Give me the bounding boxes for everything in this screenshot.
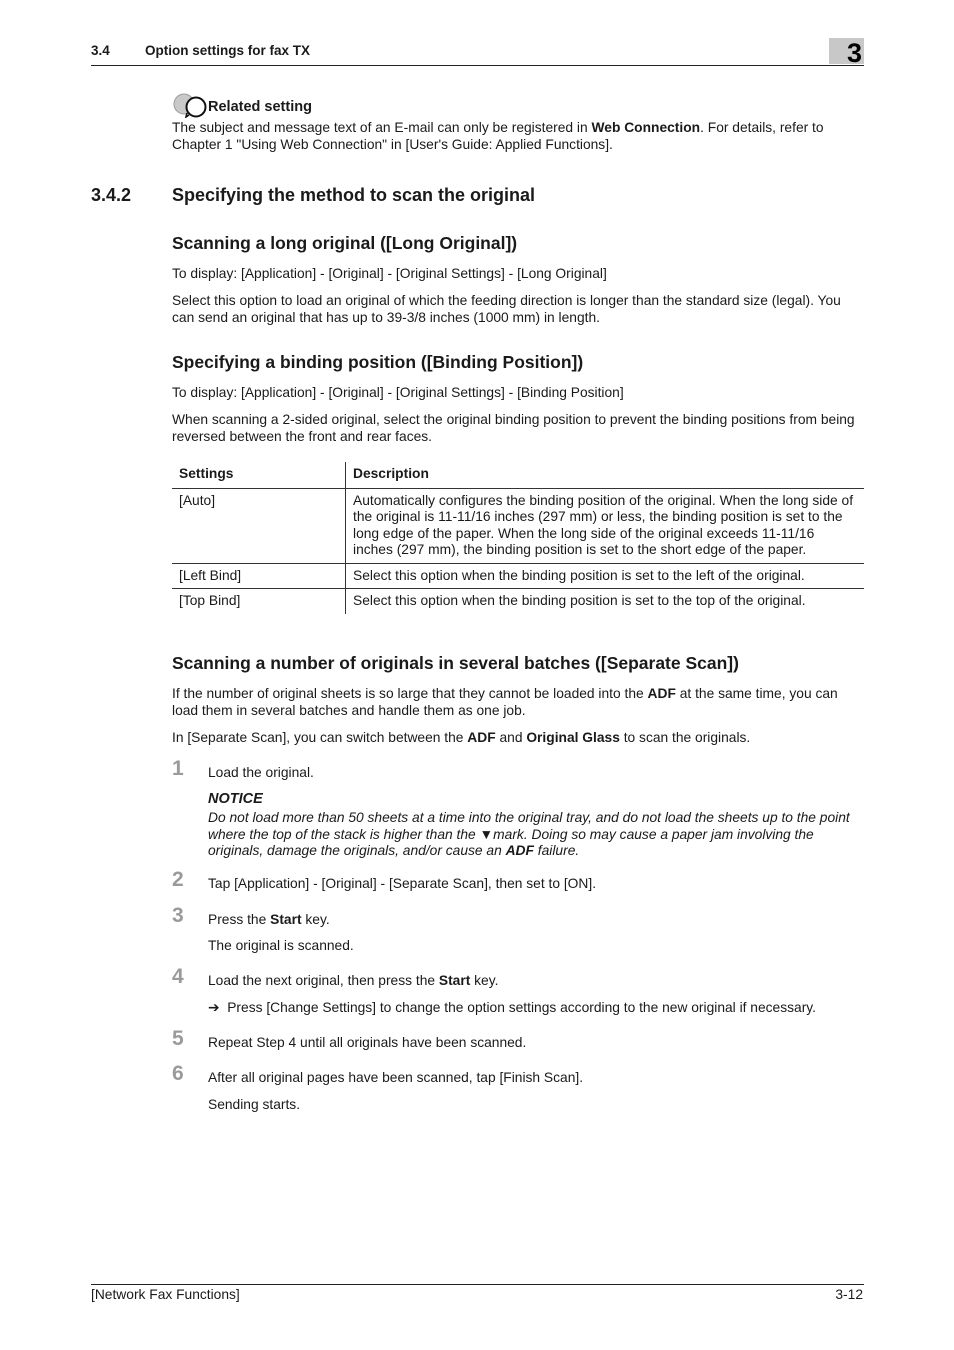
step-number: 1	[172, 757, 184, 780]
binding-position-description: When scanning a 2-sided original, select the original binding position to prevent the binding positions from being reversed between the front and rear faces.	[172, 412, 855, 444]
binding-settings-table	[172, 462, 864, 614]
section-title: Specifying the method to scan the original	[172, 185, 536, 205]
long-original-path: To display: [Application] - [Original] - [Original Settings] - [Long Original]	[172, 266, 607, 281]
step-number: 5	[172, 1027, 184, 1050]
related-setting-title: Related setting	[208, 99, 312, 115]
table-header-description: Description	[346, 462, 865, 488]
long-original-heading: Scanning a long original ([Long Original])	[172, 233, 518, 253]
table-cell-description: Select this option when the binding position is set to the left of the original.	[346, 563, 865, 589]
separate-scan-intro-1: If the number of original sheets is so large that they cannot be loaded into the ADF at the same time, you can load them in several batches and handle them as one job.	[172, 686, 838, 718]
table-cell-setting: [Left Bind]	[172, 563, 346, 589]
notice-text: Do not load more than 50 sheets at a time into the original tray, and do not load the sheets up to the point where the top of the stack is higher than the ▼mark. Doing so may cause a paper jam involving the originals, damage the originals, and/or cause an ADF failure.	[208, 810, 850, 858]
chapter-number: 3	[846, 38, 862, 68]
step-number: 6	[172, 1062, 184, 1085]
table-header-settings: Settings	[172, 462, 346, 488]
table-row	[172, 563, 864, 589]
table-cell-setting: [Top Bind]	[172, 589, 346, 614]
header-divider	[91, 65, 864, 66]
step-result: Sending starts.	[208, 1097, 301, 1112]
notice-title: NOTICE	[208, 791, 263, 807]
table-cell-description: Select this option when the binding position is set to the top of the original.	[353, 593, 806, 608]
step-text: Press the Start key.	[208, 912, 330, 927]
step-text: Load the original.	[208, 765, 314, 780]
related-setting-text: The subject and message text of an E-mail can only be registered in Web Connection. For details, refer to Chapter 1 "Using Web Connection" in [User's Guide: Applied Functions].	[172, 120, 824, 152]
header-section-number: 3.4	[91, 43, 110, 58]
table-header-row	[172, 462, 864, 488]
separate-scan-heading: Scanning a number of originals in several batches ([Separate Scan])	[172, 653, 739, 673]
footer-page-number: 3-12	[835, 1287, 863, 1302]
step-text: Repeat Step 4 until all originals have been scanned.	[208, 1035, 527, 1050]
binding-position-path: To display: [Application] - [Original] - [Original Settings] - [Binding Position]	[172, 385, 624, 400]
separate-scan-intro-2: In [Separate Scan], you can switch between the ADF and Original Glass to scan the originals.	[172, 730, 751, 745]
step-result: The original is scanned.	[208, 938, 354, 953]
triangle-mark-icon: ▼	[479, 826, 494, 842]
web-connection-term: Web Connection	[591, 120, 701, 135]
arrow-right-icon: ➔	[208, 1000, 220, 1015]
section-number: 3.4.2	[91, 185, 132, 205]
long-original-description: Select this option to load an original of which the feeding direction is longer than the standard size (legal). You can send an original that has up to 39-3/8 inches (1000 mm) in length.	[172, 293, 841, 325]
step-text: After all original pages have been scanned, tap [Finish Scan].	[208, 1070, 584, 1085]
header-section-title: Option settings for fax TX	[145, 43, 311, 58]
table-row	[172, 589, 864, 614]
step-number: 4	[172, 965, 184, 988]
table-cell-description: Automatically configures the binding position of the original. When the long side of the original is 11-11/16 inches (297 mm) or less, the binding position is set to the long edge of the paper. When the long side of the original exceeds 11-11/16 inches (297 mm), the binding position is set to the short edge of the paper.	[346, 488, 865, 563]
table-cell-setting: [Auto]	[172, 488, 346, 563]
table-row	[172, 488, 864, 563]
footer-divider	[91, 1284, 864, 1285]
footer-manual-title: [Network Fax Functions]	[91, 1287, 240, 1302]
step-text: Load the next original, then press the Start key.	[208, 973, 499, 988]
binding-position-heading: Specifying a binding position ([Binding Position])	[172, 352, 584, 372]
step-number: 2	[172, 868, 184, 891]
step-text: Tap [Application] - [Original] - [Separate Scan], then set to [ON].	[208, 876, 597, 891]
step-number: 3	[172, 904, 184, 927]
related-setting-icon	[172, 92, 208, 118]
step-substep: ➔ Press [Change Settings] to change the option settings according to the new original if necessary.	[208, 1000, 816, 1015]
